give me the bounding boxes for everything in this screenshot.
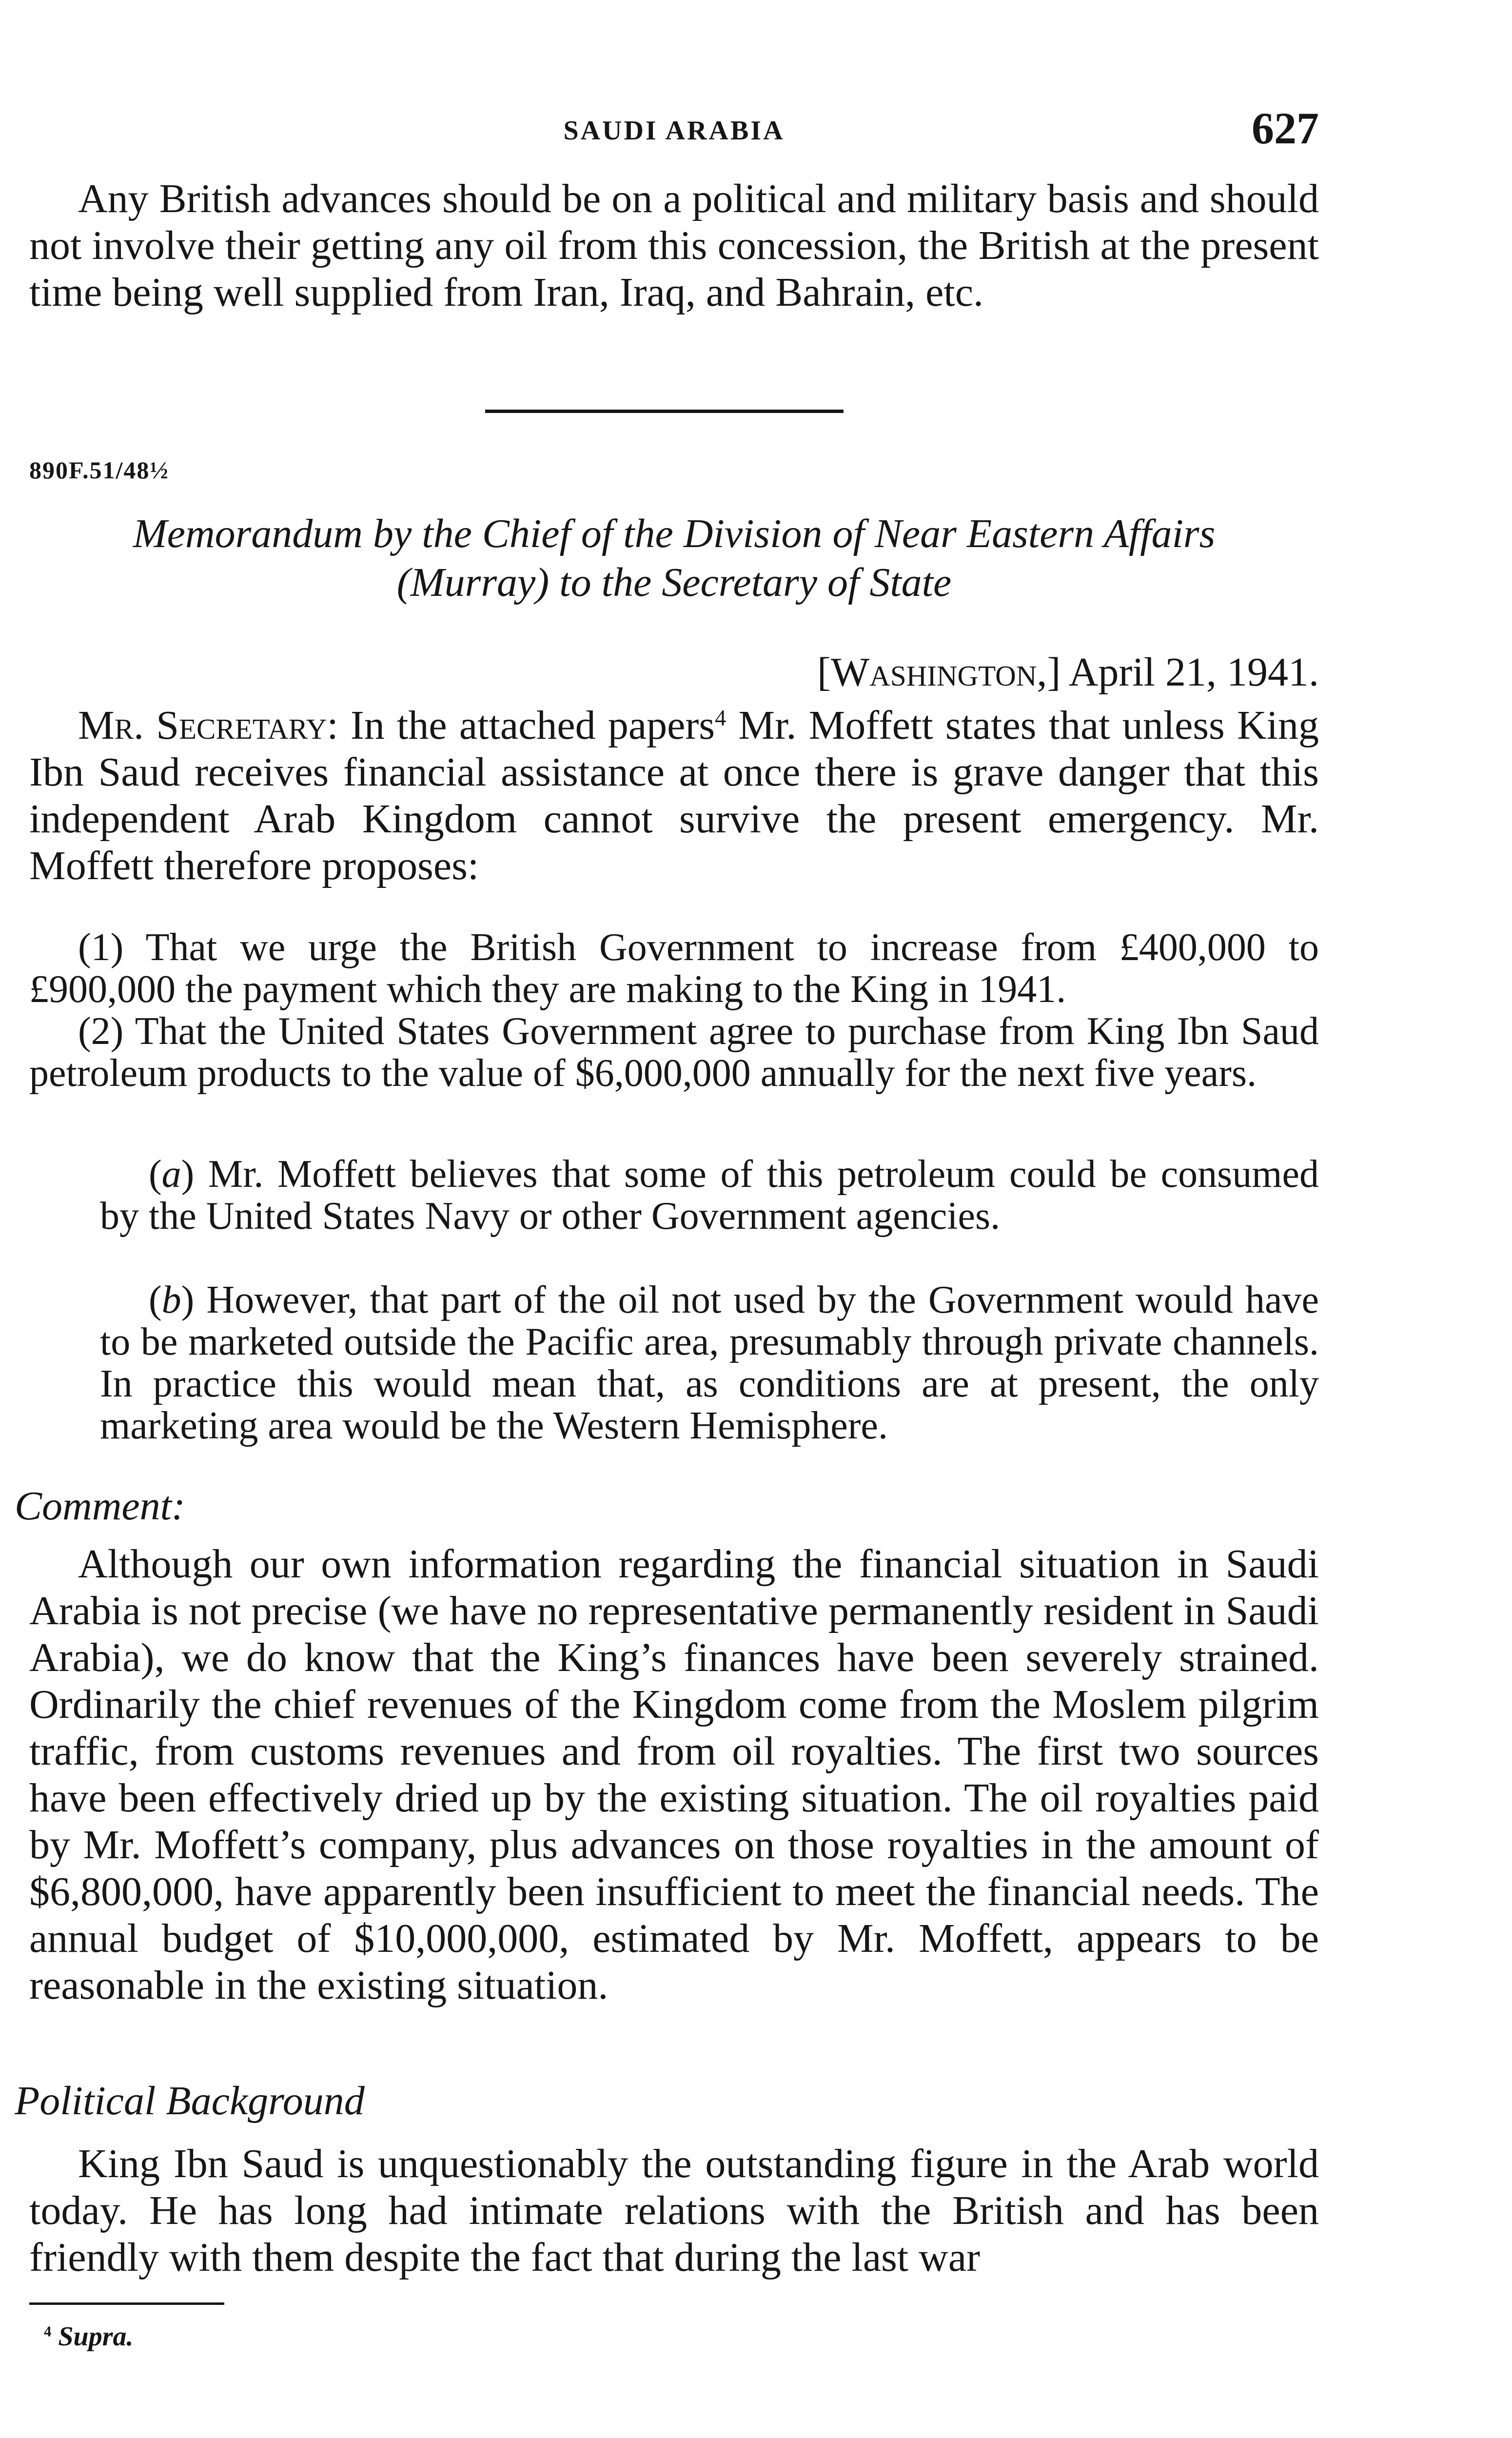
intro-part-1: In the attached papers	[350, 703, 715, 748]
comment-heading: Comment:	[15, 1483, 185, 1529]
section-divider	[485, 410, 844, 413]
running-head: SAUDI ARABIA	[563, 116, 785, 146]
proposal-2	[29, 1010, 1319, 1094]
dateline-date: April 21, 1941.	[1068, 649, 1319, 695]
dateline-place: Washington,	[830, 649, 1047, 695]
proposal-2-number: (2)	[78, 1010, 124, 1053]
file-number: 890F.51/48½	[29, 456, 169, 484]
salutation: Mr. Secretary	[78, 703, 327, 748]
comment-paragraph: Although our own information regarding the financial situation in Saudi Arabia is not precise (we have no representative permanently resident in Saudi Arabia), we do know that the King’s finances have been severely strained. Ordinarily the chief revenues of the Kingdom come from the Moslem pilgrim traffic, from customs revenues and from oil royalties. The first two sources have been effectively dried up by the existing situation. The oil royalties paid by Mr. Moffett’s company, plus advances on those royalties in the amount of $6,800,000, have apparently been insufficient to meet the financial needs. The annual budget of $10,000,000, estimated by Mr. Moffett, appears to be reasonable in the existing situation.	[29, 1541, 1319, 2008]
footnote-number: 4	[44, 2323, 52, 2340]
opening-paragraph: Any British advances should be on a political and military basis and should not involve their getting any oil from this concession, the British at the present time being well supplied from Iran, Iraq, and Bahrain, etc.	[29, 176, 1319, 315]
memo-title-line-1: Memorandum by the Chief of the Division of Near Eastern Affairs	[133, 511, 1216, 556]
dateline: [Washington,] April 21, 1941.	[817, 649, 1319, 695]
footnote-text: Supra.	[58, 2321, 134, 2352]
sub-point-b: (b) However, that part of the oil not used by the Government would have to be marketed outside the Pacific area, presumably through private channels. In practice this would mean that, as conditions are at present, the only marketing area would be the Western Hemisphere.	[100, 1278, 1319, 1447]
footnote-reference: 4	[715, 705, 727, 730]
intro-part-2: Mr. Moffett states that unless King Ibn Saud receives financial assistance at once there is grave danger that this independent Arab Kingdom cannot survive the present emergency. Mr. Moffett therefore proposes:	[29, 703, 1319, 888]
sub-point-a-letter: a	[161, 1153, 181, 1196]
sub-point-b-text: However, that part of the oil not used by the Government would have to be marketed outside the Pacific area, presumably through private channels. In practice this would mean that, as conditions are at present, the only marketing area would be the Western Hemisphere.	[100, 1278, 1319, 1447]
proposal-2-text: That the United States Government agree to purchase from King Ibn Saud petroleum products to the value of $6,000,000 annually for the next five years.	[29, 1010, 1319, 1095]
proposal-1	[29, 926, 1319, 1010]
memo-title-line-2: (Murray) to the Secretary of State	[396, 560, 952, 605]
page-number: 627	[1252, 103, 1319, 153]
sub-point-a: (a) Mr. Moffett believes that some of this petroleum could be consumed by the United States Navy or other Government agencies.	[100, 1153, 1319, 1238]
footnote-rule	[29, 2302, 224, 2305]
memo-intro: Mr. Secretary: In the attached papers$^4$ Mr. Moffett states that unless King Ibn Saud receives financial assistance at once there is grave danger that this independent Arab Kingdom cannot survive the present emergency. Mr. Moffett therefore proposes:	[29, 703, 1319, 888]
political-background-heading: Political Background	[15, 2078, 365, 2123]
political-background-paragraph: King Ibn Saud is unquestionably the outstanding figure in the Arab world today. He has long had intimate relations with the British and has been friendly with them despite the fact that during the last war	[29, 2141, 1319, 2280]
page-header	[29, 102, 1319, 161]
sub-point-a-text: Mr. Moffett believes that some of this petroleum could be consumed by the United States Navy or other Government agencies.	[100, 1153, 1319, 1238]
proposal-1-text: That we urge the British Government to increase from £400,000 to £900,000 the payment which they are making to the King in 1941.	[29, 926, 1319, 1011]
proposal-1-number: (1)	[78, 926, 124, 969]
sub-point-b-letter: b	[161, 1278, 181, 1321]
footnote	[44, 2321, 134, 2352]
